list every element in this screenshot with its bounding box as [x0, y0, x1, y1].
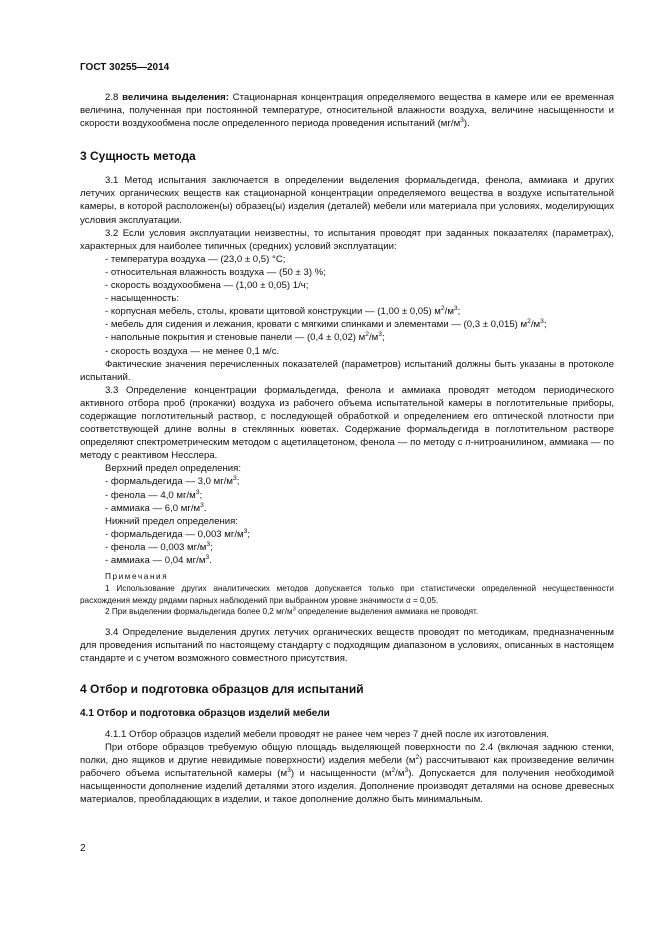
lower-limit-ammonia: - аммиака — 0,04 $мг/м^3$. — [105, 553, 212, 566]
page-body — [80, 91, 614, 806]
note-2: 2 При выделении формальдегида более 0,2 $мг/м^3$ определение выделения аммиака не проводят. — [105, 606, 479, 617]
clause-text: Стационарная концентрация определяемого вещества в камере или ее временная величина, полученная при постоянной температуре, относительной влажности воздуха, величине насыщенности и скорости воздухообмена после определенного периода проведения испытаний (мг/м — [80, 92, 614, 130]
paragraph-4-1-1: 4.1.1 Отбор образцов изделий мебели проводят не ранее чем через 7 дней после их изготовления. — [105, 728, 549, 740]
superscript: 3 — [460, 117, 464, 124]
list-item-saturation: - насыщенность: — [105, 293, 180, 305]
list-item-case-furniture: - корпусная мебель, столы, кровати щитовой конструкции — (1,00 ± 0,05) $м^2/м^3$; — [105, 305, 461, 318]
paragraph-sample-area: При отборе образцов требуемую общую площадь выделяющей поверхности по 2.4 (включая заднюю стенки, полки, дно ящиков и другие невидимые поверхности) изделия мебели $(м^2)$ рассчитывают как произведение величин рабочего объема испытательной камеры $(м^3)$ и насыщенности $(м^2/м^3)$. Допускается для получения необходимой насыщенности дополнение изделий деталями этого изделия. Дополнение производят деталями на основе древесных материалов, преобладающих в изделии, и такое дополнение должно быть минимальным. — [80, 741, 614, 806]
subsection-4-1-heading: 4.1 Отбор и подготовка образцов изделий мебели — [80, 707, 330, 719]
page-number: 2 — [80, 843, 86, 854]
clause-tail: ). — [463, 118, 470, 130]
paragraph-3-3: 3.3 Определение концентрации формальдегида, фенола и аммиака проводят методом периодического активного отбора проб (прокачки) воздуха из рабочего объема испытательной камеры в поглотительные приборы, содержащие поглотительный раствор, с последующей обработкой и определением его оптической плотности при соответствующей длине волны в стеклянных кюветах. Содержание формальдегида в поглотительном растворе определяют спектрометрическим методом с ацетилацетоном, фенола — по методу с п-нитроанилином, аммиака — по методу с реактивом Несслера. — [80, 384, 614, 462]
lower-limit-title: Нижний предел определения: — [105, 515, 238, 527]
paragraph-actual-values: Фактические значения перечисленных показателей (параметров) испытаний должны быть указаны в протоколе испытаний. — [80, 358, 614, 383]
list-item-air-exchange: - скорость воздухообмена — (1,00 ± 0,05) 1/ч; — [105, 280, 309, 292]
list-item-seating-furniture: - мебель для сидения и лежания, кровати с мягкими спинками и элементами — (0,3 ± 0,015) $м^2/м^3$; — [105, 318, 547, 331]
note-1: 1 Использование других аналитических методов допускается только при статистически определенной несущественности расхождения между рядами парных наблюдений при выбранном уровне значимости α = 0,05. — [80, 584, 614, 605]
list-item-floor-coverings: - напольные покрытия и стеновые панели — (0,4 ± 0,02) $м^2/м^3$; — [105, 331, 385, 344]
list-item-temperature: - температура воздуха — (23,0 ± 0,5) °С; — [105, 253, 286, 265]
paragraph-3-2: 3.2 Если условия эксплуатации неизвестны, то испытания проводят при заданных показателях (параметрах), характерных для наиболее типичных (средних) условий эксплуатации: — [80, 227, 614, 252]
clause-number: 2.8 — [105, 92, 123, 103]
upper-limit-phenol: - фенола — 4,0 $мг/м^3$; — [105, 488, 203, 501]
list-item-air-speed: - скорость воздуха — не менее 0,1 м/с. — [105, 345, 280, 357]
notes-heading: Примечания — [105, 572, 169, 582]
lower-limit-phenol: - фенола — 0,003 $мг/м^3$; — [105, 540, 213, 553]
section-4-heading: 4 Отбор и подготовка образцов для испытаний — [80, 681, 364, 696]
list-item-humidity: - относительная влажность воздуха — (50 ± 3) %; — [105, 266, 326, 278]
lower-limit-formaldehyde: - формальдегида — 0,003 $мг/м^3$; — [105, 527, 251, 540]
term-bold: величина выделения: — [122, 92, 229, 103]
document-code: ГОСТ 30255—2014 — [80, 62, 170, 73]
upper-limit-formaldehyde: - формальдегида — 3,0 $мг/м^3$; — [105, 475, 240, 488]
upper-limit-title: Верхний предел определения: — [105, 463, 242, 475]
upper-limit-ammonia: - аммиака — 6,0 $мг/м^3$. — [105, 501, 207, 514]
paragraph-2-8 — [80, 91, 614, 130]
paragraph-3-4: 3.4 Определение выделения других летучих органических веществ проводят по методикам, предназначенным для проведения испытаний по настоящему стандарту с подходящим диапазоном в условиях, описанных в настоящем стандарте и с учетом возможного совместного присутствия. — [80, 626, 614, 664]
section-3-heading: 3 Сущность метода — [80, 149, 196, 164]
paragraph-3-1: 3.1 Метод испытания заключается в определении выделения формальдегида, фенола, аммиака и других летучих органических веществ как стационарной концентрации определяемого вещества в воздухе испытательной камеры, в которой расположен(ы) образец(ы) изделия (деталей) мебели или материала при условиях, моделирующих условия эксплуатации. — [80, 175, 614, 226]
